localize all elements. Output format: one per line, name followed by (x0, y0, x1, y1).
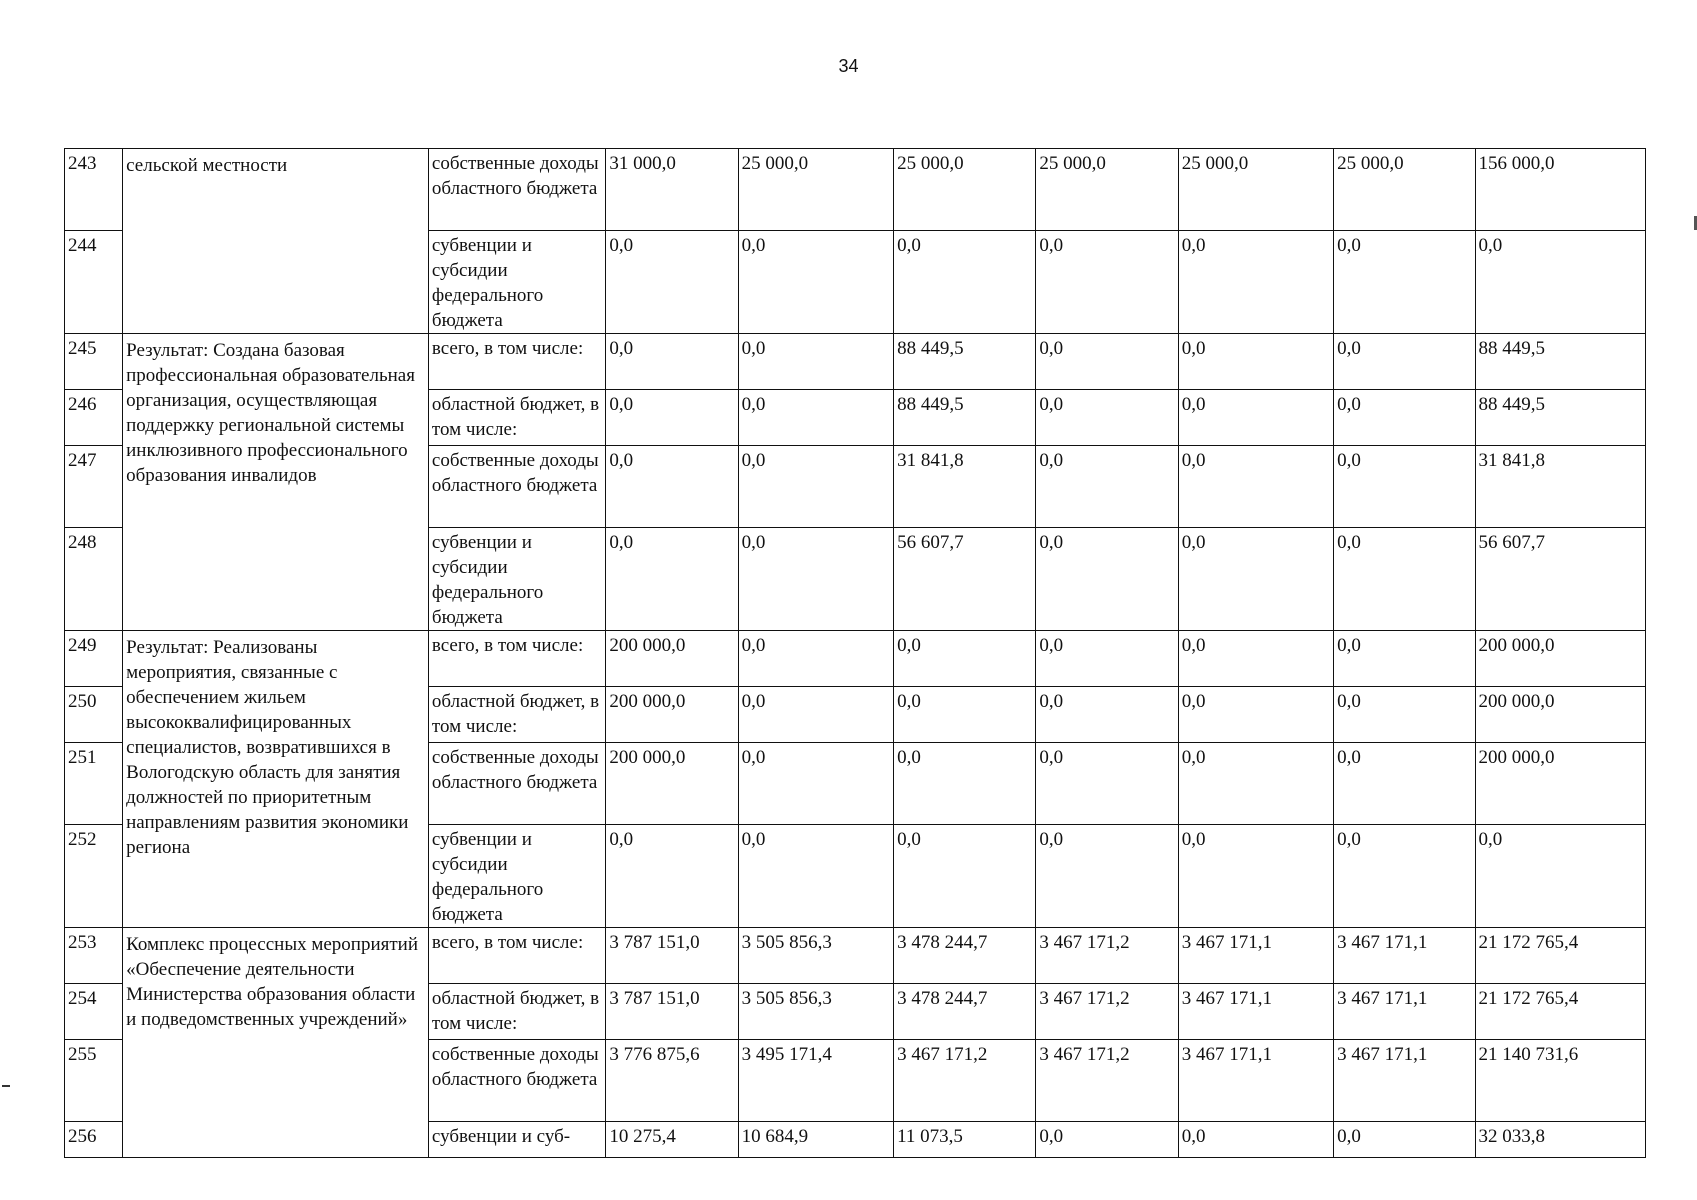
table-row (65, 149, 1646, 231)
funding-source: собственные доходы областного бюджета (428, 149, 605, 231)
value-year-2: 0,0 (738, 631, 893, 687)
value-year-6: 0,0 (1334, 687, 1475, 743)
value-year-1: 200 000,0 (606, 687, 738, 743)
value-year-3: 31 841,8 (894, 446, 1036, 528)
value-year-5: 0,0 (1178, 446, 1333, 528)
value-year-2: 0,0 (738, 390, 893, 446)
value-total: 200 000,0 (1475, 631, 1645, 687)
value-year-4: 0,0 (1036, 743, 1178, 825)
row-number: 245 (65, 334, 123, 390)
value-year-2: 25 000,0 (738, 149, 893, 231)
value-year-6: 0,0 (1334, 825, 1475, 928)
value-year-2: 10 684,9 (738, 1122, 893, 1158)
funding-source: субвенции и субсидии федерального бюджета (428, 231, 605, 334)
value-year-6: 0,0 (1334, 390, 1475, 446)
value-year-6: 0,0 (1334, 231, 1475, 334)
budget-table (64, 148, 1646, 1158)
funding-source: собственные доходы областного бюджета (428, 1040, 605, 1122)
value-year-1: 0,0 (606, 390, 738, 446)
value-year-1: 3 787 151,0 (606, 928, 738, 984)
value-year-5: 0,0 (1178, 334, 1333, 390)
value-total: 21 172 765,4 (1475, 984, 1645, 1040)
table-row (65, 631, 1646, 687)
value-year-1: 10 275,4 (606, 1122, 738, 1158)
funding-source: областной бюджет, в том числе: (428, 984, 605, 1040)
value-year-2: 3 505 856,3 (738, 984, 893, 1040)
value-total: 200 000,0 (1475, 687, 1645, 743)
value-year-3: 3 478 244,7 (894, 984, 1036, 1040)
funding-source: всего, в том числе: (428, 334, 605, 390)
row-number: 253 (65, 928, 123, 984)
funding-source: собственные доходы областного бюджета (428, 743, 605, 825)
funding-source: субвенции и субсидии федерального бюджета (428, 528, 605, 631)
value-year-1: 200 000,0 (606, 743, 738, 825)
value-year-5: 0,0 (1178, 231, 1333, 334)
value-year-4: 0,0 (1036, 446, 1178, 528)
value-year-1: 31 000,0 (606, 149, 738, 231)
value-year-2: 0,0 (738, 446, 893, 528)
value-year-1: 0,0 (606, 825, 738, 928)
value-year-5: 3 467 171,1 (1178, 984, 1333, 1040)
value-year-3: 88 449,5 (894, 390, 1036, 446)
funding-source: всего, в том числе: (428, 928, 605, 984)
funding-source: собственные доходы областного бюджета (428, 446, 605, 528)
row-number: 243 (65, 149, 123, 231)
value-year-4: 0,0 (1036, 825, 1178, 928)
value-total: 32 033,8 (1475, 1122, 1645, 1158)
value-year-3: 0,0 (894, 687, 1036, 743)
value-year-3: 0,0 (894, 825, 1036, 928)
value-year-3: 0,0 (894, 231, 1036, 334)
value-year-6: 3 467 171,1 (1334, 928, 1475, 984)
value-year-1: 200 000,0 (606, 631, 738, 687)
funding-source: областной бюджет, в том числе: (428, 390, 605, 446)
value-total: 56 607,7 (1475, 528, 1645, 631)
value-year-6: 25 000,0 (1334, 149, 1475, 231)
value-year-5: 0,0 (1178, 528, 1333, 631)
value-year-5: 0,0 (1178, 743, 1333, 825)
row-number: 255 (65, 1040, 123, 1122)
value-year-3: 0,0 (894, 631, 1036, 687)
value-year-2: 0,0 (738, 528, 893, 631)
funding-source: областной бюджет, в том числе: (428, 687, 605, 743)
value-year-4: 3 467 171,2 (1036, 1040, 1178, 1122)
value-year-2: 0,0 (738, 231, 893, 334)
value-year-5: 25 000,0 (1178, 149, 1333, 231)
value-year-6: 0,0 (1334, 446, 1475, 528)
section-description: Комплекс процессных мероприятий «Обеспечение деятельности Министерства образования области и подведомственных учреждений» (123, 928, 429, 1158)
value-total: 200 000,0 (1475, 743, 1645, 825)
value-year-4: 3 467 171,2 (1036, 928, 1178, 984)
value-year-4: 0,0 (1036, 1122, 1178, 1158)
value-year-4: 25 000,0 (1036, 149, 1178, 231)
value-year-5: 0,0 (1178, 825, 1333, 928)
value-year-3: 11 073,5 (894, 1122, 1036, 1158)
value-total: 31 841,8 (1475, 446, 1645, 528)
section-description: Результат: Создана базовая профессиональная образовательная организация, осуществляющая поддержку региональной системы инклюзивного профессионального образования инвалидов (123, 334, 429, 631)
value-total: 88 449,5 (1475, 390, 1645, 446)
value-year-4: 0,0 (1036, 231, 1178, 334)
row-number: 248 (65, 528, 123, 631)
value-year-4: 0,0 (1036, 687, 1178, 743)
value-year-6: 0,0 (1334, 743, 1475, 825)
row-number: 256 (65, 1122, 123, 1158)
value-total: 0,0 (1475, 231, 1645, 334)
value-year-1: 0,0 (606, 446, 738, 528)
value-year-4: 0,0 (1036, 528, 1178, 631)
value-year-5: 0,0 (1178, 687, 1333, 743)
row-number: 254 (65, 984, 123, 1040)
section-description: Результат: Реализованы мероприятия, связанные с обеспечением жильем высококвалифицированных специалистов, возвратившихся в Вологодскую область для занятия должностей по приоритетным направлениям развития экономики региона (123, 631, 429, 928)
row-number: 246 (65, 390, 123, 446)
table-body (65, 149, 1646, 1158)
value-year-4: 0,0 (1036, 390, 1178, 446)
value-total: 88 449,5 (1475, 334, 1645, 390)
table-row (65, 928, 1646, 984)
value-year-6: 3 467 171,1 (1334, 1040, 1475, 1122)
row-number: 244 (65, 231, 123, 334)
value-year-6: 0,0 (1334, 334, 1475, 390)
value-year-2: 0,0 (738, 334, 893, 390)
value-year-3: 3 467 171,2 (894, 1040, 1036, 1122)
value-year-4: 3 467 171,2 (1036, 984, 1178, 1040)
value-year-3: 88 449,5 (894, 334, 1036, 390)
value-year-2: 0,0 (738, 743, 893, 825)
scan-edge-mark (2, 1085, 10, 1087)
value-year-3: 0,0 (894, 743, 1036, 825)
value-total: 21 172 765,4 (1475, 928, 1645, 984)
value-year-5: 0,0 (1178, 1122, 1333, 1158)
funding-source: всего, в том числе: (428, 631, 605, 687)
funding-source: субвенции и субсидии федерального бюджета (428, 825, 605, 928)
value-year-6: 0,0 (1334, 528, 1475, 631)
value-year-5: 0,0 (1178, 631, 1333, 687)
section-description: сельской местности (123, 149, 429, 334)
value-year-3: 56 607,7 (894, 528, 1036, 631)
row-number: 249 (65, 631, 123, 687)
value-year-6: 0,0 (1334, 1122, 1475, 1158)
value-year-5: 3 467 171,1 (1178, 928, 1333, 984)
value-year-1: 0,0 (606, 334, 738, 390)
value-year-2: 3 495 171,4 (738, 1040, 893, 1122)
row-number: 251 (65, 743, 123, 825)
page-number: 34 (838, 56, 859, 76)
value-year-1: 3 787 151,0 (606, 984, 738, 1040)
table-row (65, 334, 1646, 390)
value-year-4: 0,0 (1036, 334, 1178, 390)
value-year-6: 3 467 171,1 (1334, 984, 1475, 1040)
value-year-1: 0,0 (606, 528, 738, 631)
value-year-1: 0,0 (606, 231, 738, 334)
value-year-5: 3 467 171,1 (1178, 1040, 1333, 1122)
value-total: 0,0 (1475, 825, 1645, 928)
funding-source: субвенции и суб- (428, 1122, 605, 1158)
value-year-2: 3 505 856,3 (738, 928, 893, 984)
value-year-3: 3 478 244,7 (894, 928, 1036, 984)
value-year-4: 0,0 (1036, 631, 1178, 687)
row-number: 250 (65, 687, 123, 743)
row-number: 247 (65, 446, 123, 528)
value-year-3: 25 000,0 (894, 149, 1036, 231)
value-year-2: 0,0 (738, 687, 893, 743)
value-year-1: 3 776 875,6 (606, 1040, 738, 1122)
value-total: 156 000,0 (1475, 149, 1645, 231)
row-number: 252 (65, 825, 123, 928)
value-year-2: 0,0 (738, 825, 893, 928)
value-year-6: 0,0 (1334, 631, 1475, 687)
value-total: 21 140 731,6 (1475, 1040, 1645, 1122)
value-year-5: 0,0 (1178, 390, 1333, 446)
